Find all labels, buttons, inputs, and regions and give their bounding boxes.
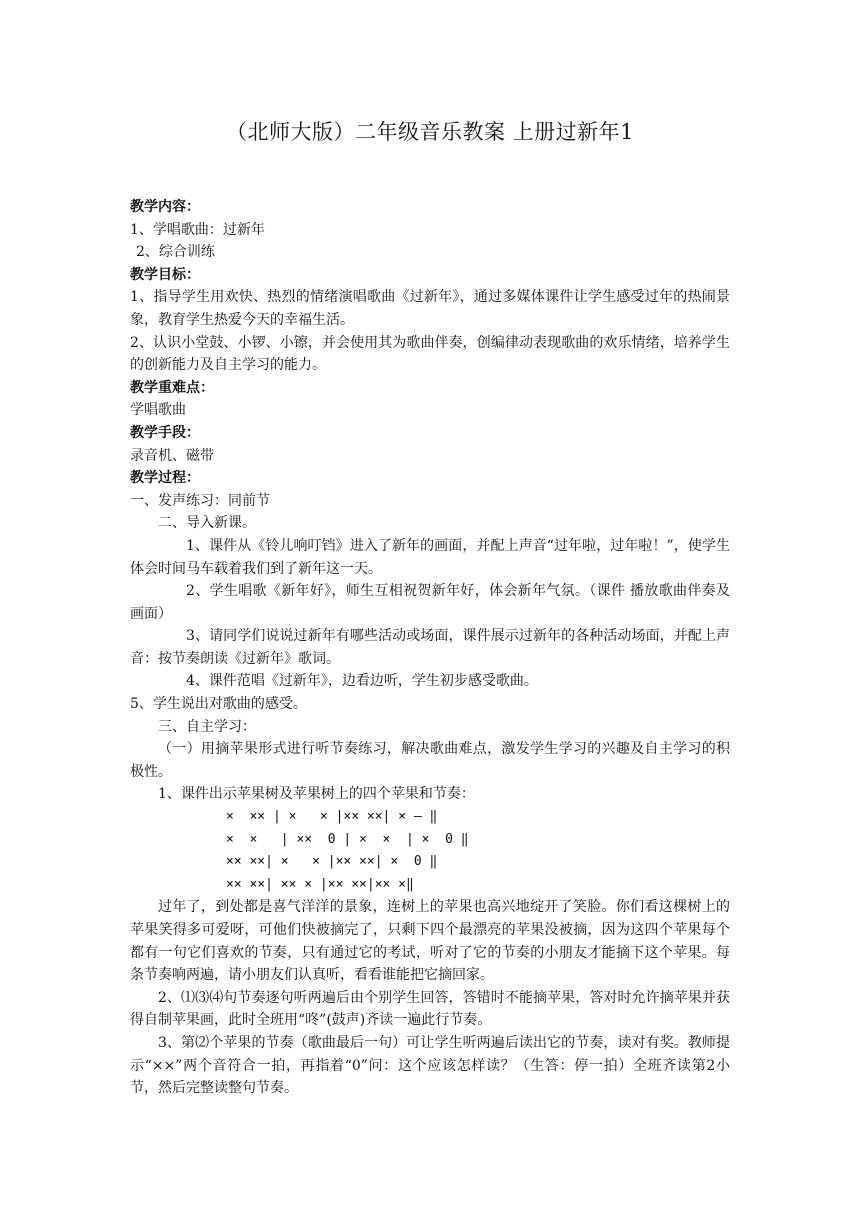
process-step-6: 4、课件范唱《过新年》，边看边听，学生初步感受歌曲。	[186, 673, 538, 690]
story-paragraph: 过年了，到处都是喜气洋洋的景象，连树上的苹果也高兴地绽开了笑脸。你们看这棵树上的苹果笑得多可爱呀，可他们快被摘完了，只剩下四个最漂亮的苹果没被摘，因为这四个苹果每个都有一句它们喜欢的节奏，只有通过它的考试，听对了它的节奏的小朋友才能摘下这个苹果。每条节奏响两遍，请小朋友们认真听，看看谁能把它摘回家。	[130, 899, 730, 984]
process-step-13: 3、第⑵个苹果的节奏（歌曲最后一句）可让学生听两遍后读出它的节奏，读对有奖。教师提示“××”两个音符合一拍，再指着“0”问：这个应该怎样读？（生答：停一拍）全班齐读第2小节，然后完整读整句节奏。	[130, 1034, 730, 1097]
heading-teaching-means: 教学手段：	[130, 424, 200, 441]
rhythm-line-1: × ×× | × × |×× ××| × — ‖	[226, 809, 438, 825]
process-step-10: 1、课件出示苹果树及苹果树上的四个苹果和节奏：	[158, 786, 475, 803]
process-step-12: 2、⑴⑶⑷句节奏逐句听两遍后由个别学生回答，答错时不能摘苹果，答对时允许摘苹果并获得自制苹果画，此时全班用“咚”(鼓声)齐读一遍此行节奏。	[130, 989, 730, 1029]
process-step-8: 三、自主学习：	[158, 718, 256, 735]
process-step-7: 5、学生说出对歌曲的感受。	[130, 696, 307, 713]
heading-teaching-content: 教学内容：	[130, 199, 200, 215]
heading-key-points: 教学重难点：	[130, 379, 214, 396]
goal-1: 1、指导学生用欢快、热烈的情绪演唱歌曲《过新年》，通过多媒体课件让学生感受过年的热闹景象，教育学生热爱今天的幸福生活。	[130, 289, 730, 328]
content-item-2: 2、综合训练	[136, 244, 215, 261]
process-step-1: 一、发声练习：同前节	[130, 492, 270, 509]
heading-teaching-process: 教学过程：	[130, 470, 200, 487]
process-step-9: （一）用摘苹果形式进行听节奏练习，解决歌曲难点，激发学生学习的兴趣及自主学习的积极性。	[130, 741, 730, 780]
means-1: 录音机、磁带	[130, 447, 214, 464]
content-item-1: 1、学唱歌曲：过新年	[130, 221, 265, 238]
process-step-2: 二、导入新课。	[158, 515, 256, 532]
document-title: （北师大版）二年级音乐教案 上册过新年1	[225, 120, 635, 144]
key-point-1: 学唱歌曲	[130, 402, 186, 419]
document-body	[130, 196, 730, 1100]
goal-2: 2、认识小堂鼓、小锣、小镲，并会使用其为歌曲伴奏，创编律动表现歌曲的欢乐情绪，培养学生的创新能力及自主学习的能力。	[130, 334, 730, 374]
rhythm-line-3: ×× ××| × × |×× ××| × 0 ‖	[226, 854, 438, 870]
heading-teaching-goals: 教学目标：	[130, 266, 200, 283]
process-step-3: 1、课件从《铃儿响叮铛》进入了新年的画面，并配上声音“过年啦，过年啦！”，使学生体会时间马车载着我们到了新年这一天。	[130, 537, 730, 577]
rhythm-line-2: × × | ×× 0 | × × | × 0 ‖	[226, 831, 469, 847]
rhythm-line-4: ×× ××| ×× × |×× ××|×× ×‖	[226, 876, 414, 892]
process-step-5: 3、请同学们说说过新年有哪些活动或场面，课件展示过新年的各种活动场面，并配上声音：按节奏朗读《过新年》歌词。	[130, 628, 730, 667]
process-step-4: 2、学生唱歌《新年好》，师生互相祝贺新年好，体会新年气氛。（课件 播放歌曲伴奏及画面）	[130, 583, 730, 622]
